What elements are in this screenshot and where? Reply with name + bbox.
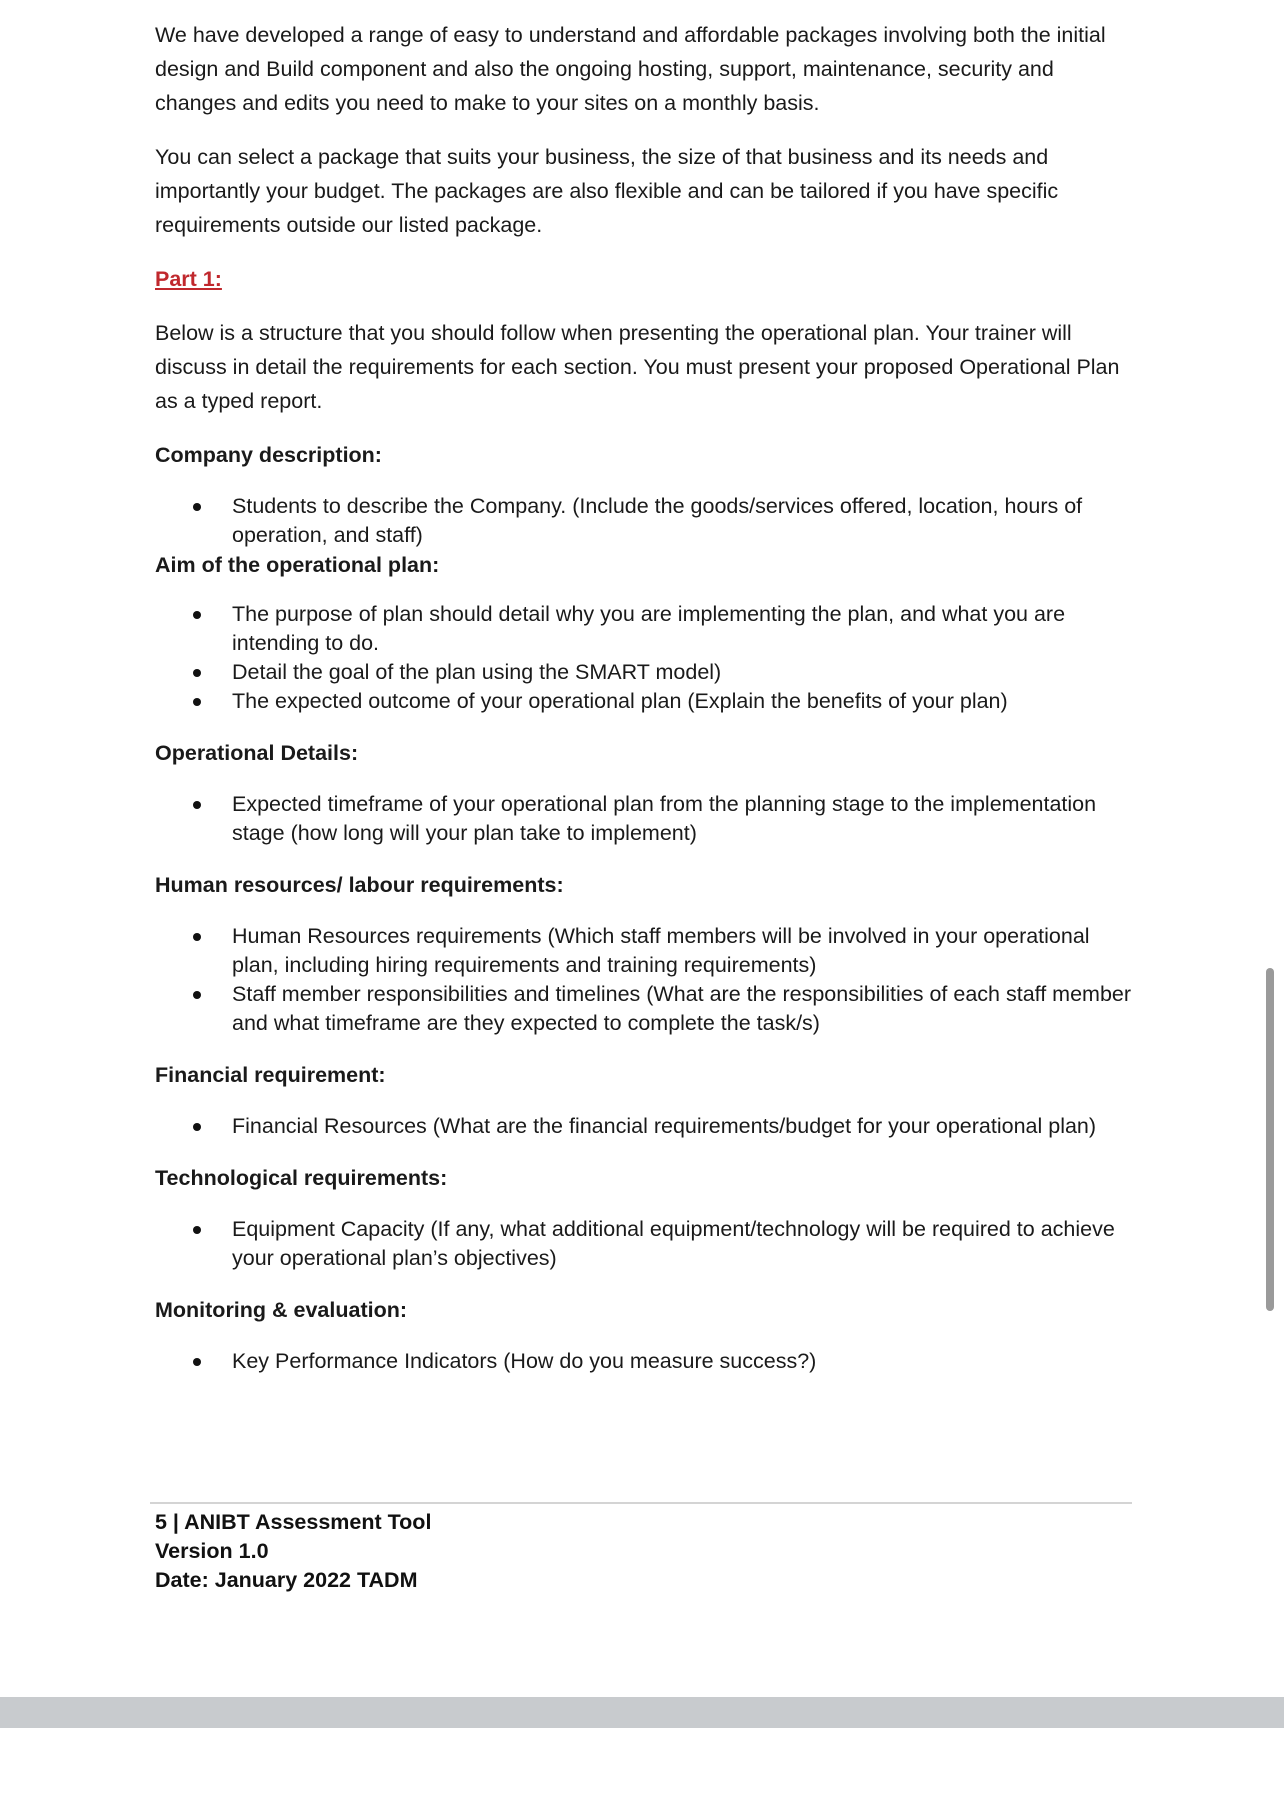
section-heading-operational-details: Operational Details: [155, 741, 359, 765]
intro-paragraph-2: You can select a package that suits your business, the size of that business and its needs and importantly your budget. The packages are also flexible and can be tailored if you have specific requirements outside our listed package. [155, 145, 1059, 237]
part-1-heading: Part 1: [155, 267, 222, 291]
aim-list [155, 600, 1135, 716]
financial-requirement-list [155, 1112, 1135, 1141]
footer-page-tool: 5 | ANIBT Assessment Tool [155, 1510, 432, 1534]
section-heading-monitoring-evaluation: Monitoring & evaluation: [155, 1298, 408, 1322]
page-separator [0, 1697, 1284, 1728]
scrollbar-thumb[interactable] [1266, 968, 1274, 1311]
list-item: Staff member responsibilities and timelines (What are the responsibilities of each staff member and what timeframe are they expected to complete the task/s) [155, 980, 1135, 1038]
technological-requirements-list [155, 1215, 1135, 1273]
list-item: Detail the goal of the plan using the SMART model) [155, 658, 1135, 687]
section-heading-aim: Aim of the operational plan: [155, 553, 440, 577]
footer-version: Version 1.0 [155, 1539, 269, 1563]
bullet-icon [193, 1358, 201, 1366]
list-item: The purpose of plan should detail why you are implementing the plan, and what you are intending to do. [155, 600, 1135, 658]
bullet-icon [193, 1123, 201, 1131]
footer-divider [150, 1502, 1132, 1504]
bullet-icon [193, 1226, 201, 1234]
human-resources-list [155, 922, 1135, 1038]
list-item: Key Performance Indicators (How do you measure success?) [155, 1347, 1135, 1376]
bullet-icon [193, 669, 201, 677]
operational-details-list [155, 790, 1135, 848]
list-item: Financial Resources (What are the financial requirements/budget for your operational plan) [155, 1112, 1135, 1141]
bullet-icon [193, 991, 201, 999]
section-heading-company-description: Company description: [155, 443, 382, 467]
bullet-icon [193, 933, 201, 941]
list-item: Human Resources requirements (Which staff members will be involved in your operational plan, including hiring requirements and training requirements) [155, 922, 1135, 980]
company-description-list [155, 492, 1135, 550]
section-heading-technological-requirements: Technological requirements: [155, 1166, 448, 1190]
monitoring-evaluation-list [155, 1347, 1135, 1376]
bullet-icon [193, 611, 201, 619]
list-item: Expected timeframe of your operational plan from the planning stage to the implementation stage (how long will your plan take to implement) [155, 790, 1135, 848]
list-item: Students to describe the Company. (Include the goods/services offered, location, hours of operation, and staff) [155, 492, 1135, 550]
page-footer [155, 1508, 431, 1595]
section-heading-financial-requirement: Financial requirement: [155, 1063, 386, 1087]
intro-paragraph-1: We have developed a range of easy to understand and affordable packages involving both the initial design and Build component and also the ongoing hosting, support, maintenance, security and changes and edits you need to make to your sites on a monthly basis. [155, 23, 1106, 115]
list-item: The expected outcome of your operational plan (Explain the benefits of your plan) [155, 687, 1135, 716]
footer-date: Date: January 2022 TADM [155, 1568, 418, 1592]
list-item: Equipment Capacity (If any, what additional equipment/technology will be required to achieve your operational plan’s objectives) [155, 1215, 1135, 1273]
bullet-icon [193, 503, 201, 511]
document-page [155, 18, 1135, 1396]
bullet-icon [193, 698, 201, 706]
section-heading-human-resources: Human resources/ labour requirements: [155, 873, 564, 897]
bullet-icon [193, 801, 201, 809]
part-1-intro: Below is a structure that you should follow when presenting the operational plan. Your trainer will discuss in detail the requirements for each section. You must present your proposed Operational Plan as a typed report. [155, 321, 1120, 413]
